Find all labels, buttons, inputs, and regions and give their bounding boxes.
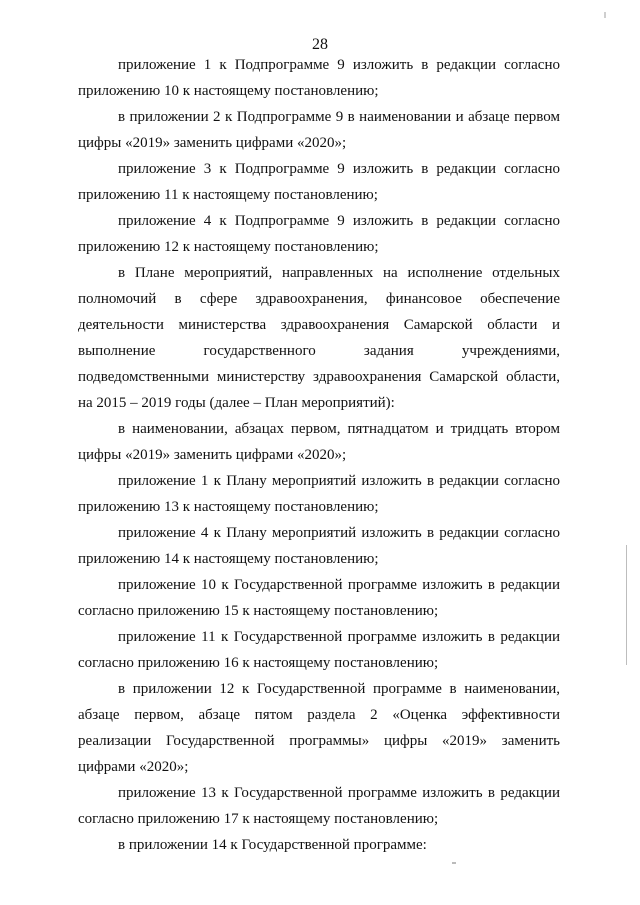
paragraph: в наименовании, абзацах первом, пятнадцатом и тридцать втором цифры «2019» заменить цифрами «2020»; [78,421,560,463]
page-number: 28 [312,36,328,53]
paragraph: приложение 4 к Плану мероприятий изложить в редакции согласно приложению 14 к настоящему постановлению; [78,525,560,567]
scan-speck [604,12,606,18]
paragraph: приложение 4 к Подпрограмме 9 изложить в редакции согласно приложению 12 к настоящему постановлению; [78,213,560,255]
paragraph: приложение 10 к Государственной программе изложить в редакции согласно приложению 15 к настоящему постановлению; [78,577,560,619]
paragraph: приложение 11 к Государственной программе изложить в редакции согласно приложению 16 к настоящему постановлению; [78,629,560,671]
paragraph: в приложении 12 к Государственной программе в наименовании, абзаце первом, абзаце пятом раздела 2 «Оценка эффективности реализации Государственной программы» цифры «2019» заменить цифрами «2020»; [78,681,560,775]
scan-speck [452,862,456,864]
paragraph: приложение 1 к Подпрограмме 9 изложить в редакции согласно приложению 10 к настоящему постановлению; [78,57,560,99]
document-body [78,52,560,858]
paragraph: в приложении 2 к Подпрограмме 9 в наименовании и абзаце первом цифры «2019» заменить цифрами «2020»; [78,109,560,151]
paragraph: приложение 3 к Подпрограмме 9 изложить в редакции согласно приложению 11 к настоящему постановлению; [78,161,560,203]
paragraph: в Плане мероприятий, направленных на исполнение отдельных полномочий в сфере здравоохранения, финансовое обеспечение деятельности министерства здравоохранения Самарской области и выполнение государственного задания учреждениями, подведомственными министерству здравоохранения Самарской области, на 2015 – 2019 годы (далее – План мероприятий): [78,265,560,411]
paragraph: приложение 1 к Плану мероприятий изложить в редакции согласно приложению 13 к настоящему постановлению; [78,473,560,515]
paragraph: приложение 13 к Государственной программе изложить в редакции согласно приложению 17 к настоящему постановлению; [78,785,560,827]
scan-edge-line [626,545,627,665]
paragraph: в приложении 14 к Государственной программе: [118,837,427,853]
